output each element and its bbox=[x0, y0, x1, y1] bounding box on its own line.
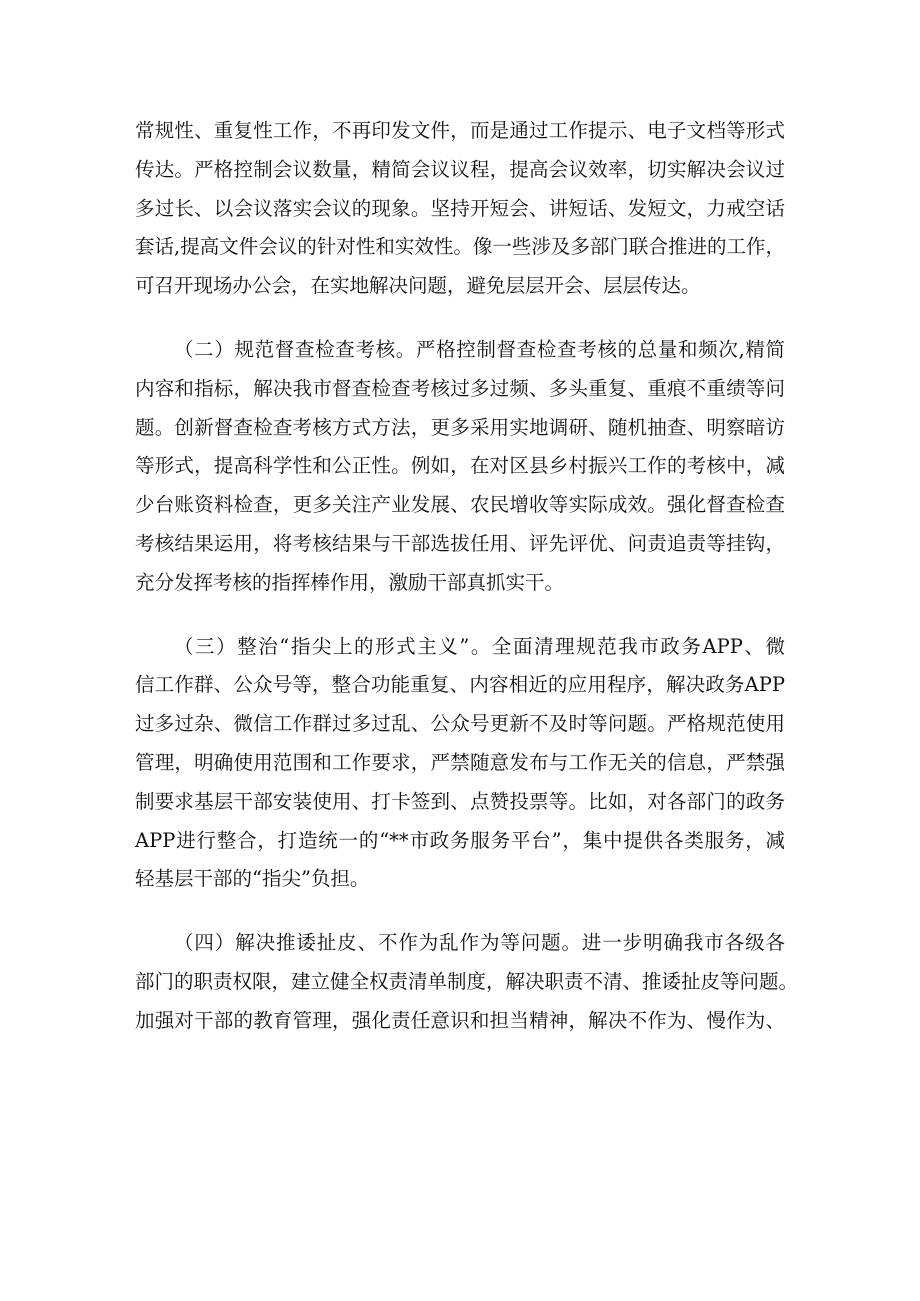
text-line: 常规性、重复性工作，不再印发文件，而是通过工作提示、电子文档等形式 bbox=[135, 119, 785, 142]
paragraph-gap bbox=[135, 899, 785, 924]
text-line: 过多过杂、微信工作群过多过乱、公众号更新不及时等问题。严格规范使用 bbox=[135, 712, 785, 736]
text-line: 传达。严格控制会议数量，精简会议议程，提高会议效率，切实解决会议过 bbox=[135, 157, 785, 181]
text-line: 少台账资料检查，更多关注产业发展、农民增收等实际成效。强化督查检查 bbox=[135, 493, 785, 517]
paragraph-gap bbox=[135, 306, 785, 331]
text-line: （三）整治“指尖上的形式主义”。全面清理规范我市政务APP、微 bbox=[174, 634, 785, 658]
text-line: 充分发挥考核的指挥棒作用，激励干部真抓实干。 bbox=[135, 570, 565, 594]
text-line: 部门的职责权限，建立健全权责清单制度，解决职责不清、推诿扯皮等问题。 bbox=[135, 969, 799, 993]
text-line: 轻基层干部的“指尖”负担。 bbox=[135, 867, 370, 891]
paragraph-4 bbox=[135, 924, 799, 1040]
text-line: 制要求基层干部安装使用、打卡签到、点赞投票等。比如，对各部门的政务 bbox=[135, 789, 785, 813]
paragraph-3 bbox=[135, 628, 785, 900]
text-line: 可召开现场办公会，在实地解决问题，避免层层开会、层层传达。 bbox=[135, 274, 701, 298]
text-line: 多过长、以会议落实会议的现象。坚持开短会、讲短话、发短文，力戒空话 bbox=[135, 196, 785, 220]
text-line: 考核结果运用，将考核结果与干部选拔任用、评先评优、问责追责等挂钩， bbox=[135, 531, 785, 555]
text-line: （二）规范督查检查考核。严格控制督查检查考核的总量和频次,精简 bbox=[174, 337, 785, 361]
paragraph-1 bbox=[135, 112, 785, 306]
text-line: APP进行整合，打造统一的“**市政务服务平台”，集中提供各类服务，减 bbox=[135, 828, 785, 852]
document-body bbox=[135, 112, 799, 1041]
text-line: 等形式，提高科学性和公正性。例如，在对区县乡村振兴工作的考核中，减 bbox=[135, 454, 785, 478]
paragraph-2 bbox=[135, 331, 785, 603]
paragraph-gap bbox=[135, 603, 785, 628]
text-line: （四）解决推诿扯皮、不作为乱作为等问题。进一步明确我市各级各 bbox=[174, 931, 785, 955]
text-line: 管理，明确使用范围和工作要求，严禁随意发布与工作无关的信息，严禁强 bbox=[135, 750, 785, 774]
text-line: 套话,提高文件会议的针对性和实效性。像一些涉及多部门联合推进的工作， bbox=[135, 235, 785, 259]
text-line: 题。创新督查检查考核方式方法，更多采用实地调研、随机抽查、明察暗访 bbox=[135, 415, 785, 439]
text-line: 加强对干部的教育管理，强化责任意识和担当精神，解决不作为、慢作为、 bbox=[135, 1008, 785, 1032]
text-line: 内容和指标，解决我市督查检查考核过多过频、多头重复、重痕不重绩等问 bbox=[135, 376, 785, 400]
text-line: 信工作群、公众号等，整合功能重复、内容相近的应用程序，解决政务APP bbox=[135, 673, 785, 697]
